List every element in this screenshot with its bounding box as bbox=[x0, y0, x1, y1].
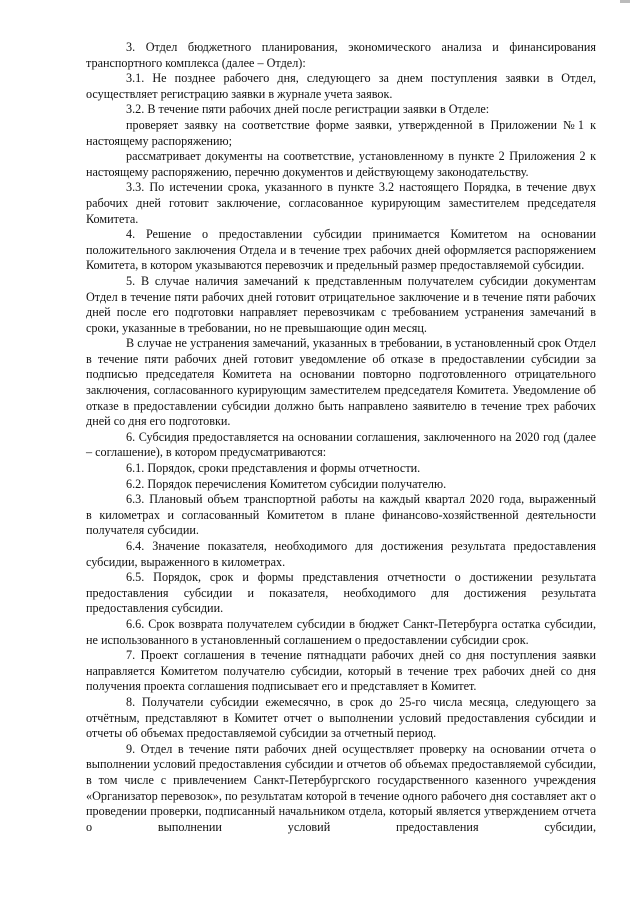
paragraph-7: 7. Проект соглашения в течение пятнадцати рабочих дней со дня поступления заявки направляется Комитетом получателю субсидии, который в течение трех рабочих дней со дня получения проекта соглашения подписывает его и представляет в Комитет. bbox=[86, 648, 596, 694]
paragraph-3-2-check: проверяет заявку на соответствие форме заявки, утвержденной в Приложении №1 к настоящему распоряжению; bbox=[86, 117, 596, 148]
paragraph-3-3: 3.3. По истечении срока, указанного в пункте 3.2 настоящего Порядка, в течение двух рабочих дней готовит заключение, согласованное курирующим заместителем председателя Комитета. bbox=[86, 180, 596, 226]
paragraph-3-2-review: рассматривает документы на соответствие, установленному в пункте 2 Приложения 2 к настоящему распоряжению, перечню документов и действующему законодательству. bbox=[86, 149, 596, 179]
paragraph-4: 4. Решение о предоставлении субсидии принимается Комитетом на основании положительного заключения Отдела и в течение трех рабочих дней оформляется распоряжением Комитета, в котором указываются перевозчик и предельный размер предоставляемой субсидии. bbox=[86, 227, 596, 273]
paragraph-3: 3. Отдел бюджетного планирования, экономического анализа и финансирования транспортного комплекса (далее – Отдел): bbox=[86, 40, 596, 70]
paragraph-6-5: 6.5. Порядок, срок и формы представления отчетности о достижении результата предоставления субсидии и показателя, необходимого для достижения результата предоставления субсидии. bbox=[86, 570, 596, 616]
paragraph-3-1: 3.1. Не позднее рабочего дня, следующего за днем поступления заявки в Отдел, осуществляет регистрацию заявки в журнале учета заявок. bbox=[86, 71, 596, 101]
paragraph-6-4: 6.4. Значение показателя, необходимого для достижения результата предоставления субсидии, выраженного в километрах. bbox=[86, 539, 596, 569]
paragraph-6-2: 6.2. Порядок перечисления Комитетом субсидии получателю. bbox=[126, 476, 447, 491]
paragraph-5-refusal: В случае не устранения замечаний, указанных в требовании, в установленный срок Отдел в течение пяти рабочих дней готовит уведомление об отказе в предоставлении субсидии за подписью председателя Комитета на основании повторно подготовленного отрицательного заключения, согласованного курирующим заместителем председателя Комитета. Уведомление об отказе в предоставлении субсидии должно быть направлено заявителю в течение трех рабочих дней со дня его подготовки. bbox=[86, 336, 596, 429]
paragraph-8: 8. Получатели субсидии ежемесячно, в срок до 25-го числа месяца, следующего за отчётным, представляют в Комитет отчет о выполнении условий предоставления субсидии и отчеты об объемах предоставляемой субсидии за отчетный период. bbox=[86, 694, 596, 741]
document-page bbox=[86, 40, 596, 835]
paragraph-9: 9. Отдел в течение пяти рабочих дней осуществляет проверку на основании отчета о выполнении условий предоставления субсидии и отчетов об объемах предоставляемой субсидии, в том числе с привлечением Санкт-Петербургского государственного казенного учреждения «Организатор перевозок», по результатам которой в течение одного рабочего дня составляет акт о проведении проверки, подписанный начальником отдела, который является утверждением отчета о выполнении условий предоставления субсидии, bbox=[86, 741, 596, 834]
paragraph-3-2: 3.2. В течение пяти рабочих дней после регистрации заявки в Отделе: bbox=[126, 102, 490, 117]
paragraph-6-3-cont: в километрах и согласованный Комитетом в плане финансово-хозяйственной деятельности получателя субсидии. bbox=[86, 507, 596, 538]
paragraph-6: 6. Субсидия предоставляется на основании соглашения, заключенного на 2020 год (далее – соглашение), в котором предусматриваются: bbox=[86, 429, 596, 460]
paragraph-5: 5. В случае наличия замечаний к представленным получателем субсидии документам Отдел в течение пяти рабочих дней готовит отрицательное заключение и в течение пяти рабочих дней после его подготовки направляет перевозчикам с требованием устранения замечаний в сроки, указанные в требовании, но не превышающие один месяц. bbox=[86, 273, 596, 335]
paragraph-6-1: 6.1. Порядок, сроки представления и формы отчетности. bbox=[126, 461, 421, 476]
page-corner-mark bbox=[620, 0, 630, 3]
paragraph-6-3: 6.3. Плановый объем транспортной работы на каждый квартал 2020 года, выраженный bbox=[126, 492, 596, 507]
paragraph-6-6: 6.6. Срок возврата получателем субсидии в бюджет Санкт-Петербурга остатка субсидии, не использованного в установленный соглашением о предоставлении субсидии срок. bbox=[86, 616, 596, 647]
